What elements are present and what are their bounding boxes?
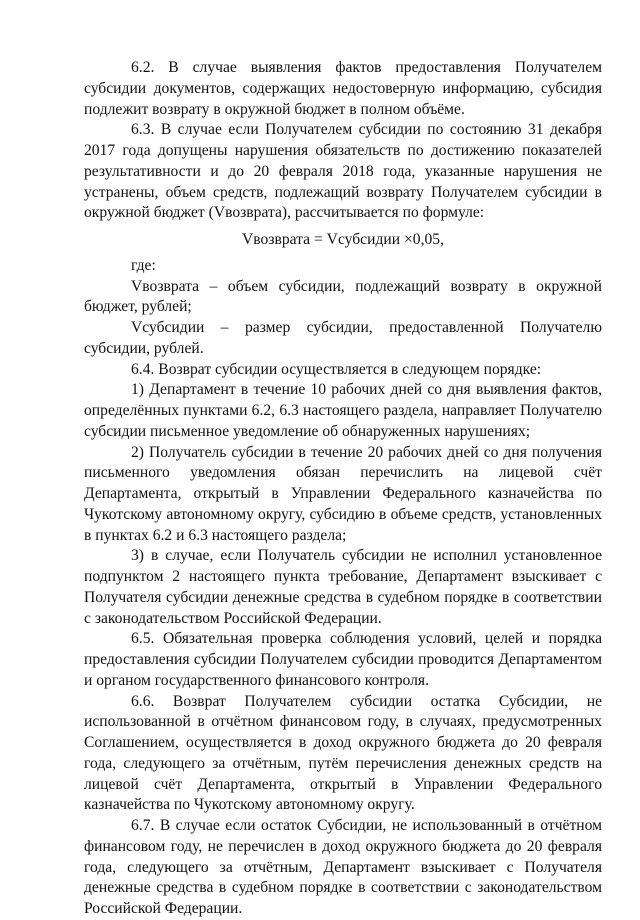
clause-6-4-item-1: 1) Департамент в течение 10 рабочих дней со дня выявления фактов, определённых пунктами 6.2, 6.3 настоящего раздела, направляет Получателю субсидии письменное уведомление об обнаруженных нарушениях; [84,381,602,440]
document-page [84,58,602,920]
clause-6-4-item-2: 2) Получатель субсидии в течение 20 рабочих дней со дня получения письменного уведомления обязан перечислить на лицевой счёт Департамента, открытый в Управлении Федерального казначейства по Чукотскому автономному округу, субсидию в объеме средств, установленных в пунктах 6.2 и 6.3 настоящего раздела; [84,443,602,544]
clause-6-2: 6.2. В случае выявления фактов предоставления Получателем субсидии документов, содержащих недостоверную информацию, субсидия подлежит возврату в окружной бюджет в полном объёме. [84,59,602,118]
refund-formula: Vвозврата = Vсубсидии ×0,05, [242,231,444,248]
formula-where: где: [131,256,156,274]
clause-6-4: 6.4. Возврат субсидии осуществляется в следующем порядке: [131,360,542,378]
clause-6-6: 6.6. Возврат Получателем субсидии остатка Субсидии, не использованной в отчётном финансовом году, в случаях, предусмотренных Соглашением, осуществляется в доход окружного бюджета до 20 февраля года, следующего за отчётным, путём перечисления денежных средств на лицевой счёт Департамента, открытый в Управлении Федерального казначейства по Чукотскому автономному округу. [84,692,602,814]
definition-v-refund: Vвозврата – объем субсидии, подлежащий возврату в окружной бюджет, рублей; [84,277,602,316]
definition-v-subsidy: Vсубсидии – размер субсидии, предоставленной Получателю субсидии, рублей. [84,319,602,357]
clause-6-5: 6.5. Обязательная проверка соблюдения условий, целей и порядка предоставления субсидии Получателем субсидии проводится Департаментом и органом государственного финансового контроля. [84,630,602,689]
clause-6-4-item-3: 3) в случае, если Получатель субсидии не исполнил установленное подпунктом 2 настоящего пункта требование, Департамент взыскивает с Получателя субсидии денежные средства в судебном порядке в соответствии с законодательством Российской Федерации. [84,547,602,627]
clause-6-3: 6.3. В случае если Получателем субсидии по состоянию 31 декабря 2017 года допущены нарушения обязательств по достижению показателей результативности и до 20 февраля 2018 года, указанные нарушения не устранены, объем средств, подлежащий возврату Получателем субсидии в окружной бюджет (Vвозврата), рассчитывается по формуле: [84,121,602,222]
clause-6-7: 6.7. В случае если остаток Субсидии, не использованный в отчётном финансовом году, не перечислен в доход окружного бюджета до 20 февраля года, следующего за отчётным, Департамент взыскивает с Получателя денежные средства в судебном порядке в соответствии с законодательством Российской Федерации. [84,817,602,917]
